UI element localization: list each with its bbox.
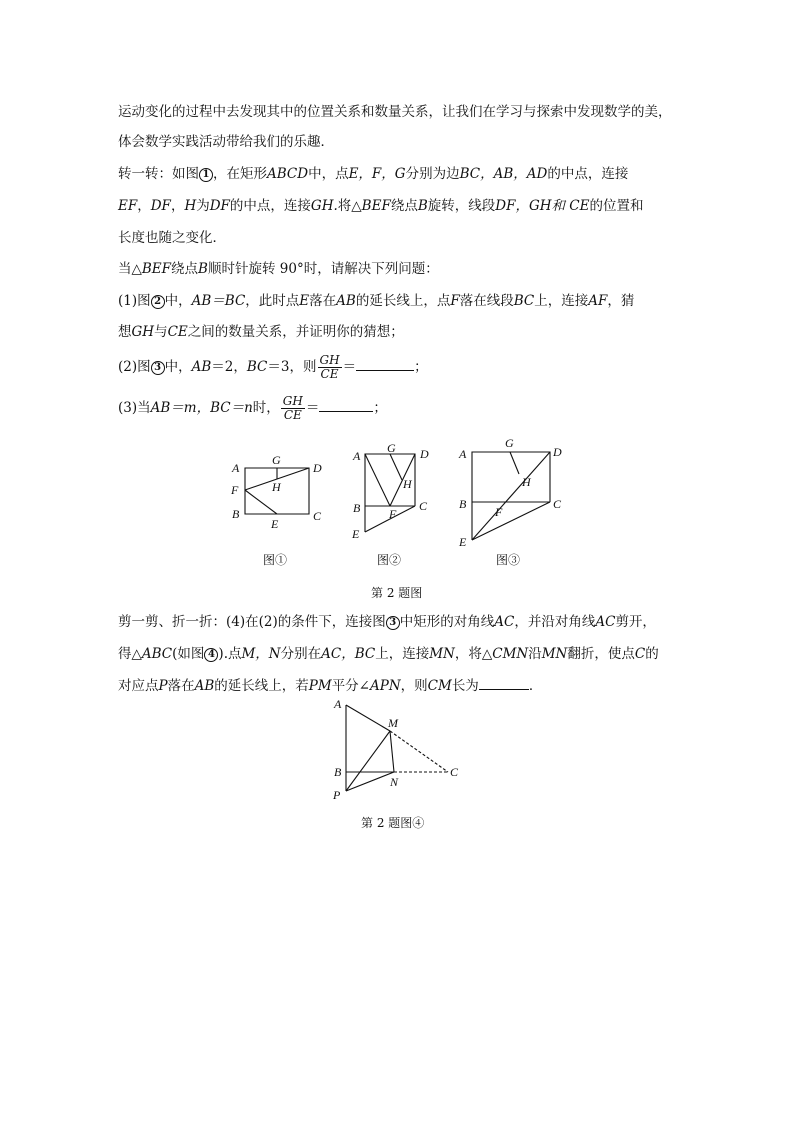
point-label: E xyxy=(459,535,467,549)
text-run: 运动变化的过程中去发现其中的位置关系和数量关系，让我们在学习与探索中发现数学的美， xyxy=(118,104,672,120)
text-run: 中， xyxy=(164,293,192,309)
text-run: 体会数学实践活动带给我们的乐趣． xyxy=(118,134,334,150)
text-run: 落在 xyxy=(309,293,337,309)
point-label: D xyxy=(553,445,562,459)
point-label: N xyxy=(390,775,399,789)
math-variable: CMN xyxy=(492,646,529,662)
text-run: CE xyxy=(283,408,302,422)
point-label: A xyxy=(353,449,361,463)
math-variable: H xyxy=(184,198,197,214)
text-run: ，并沿对角线 xyxy=(514,614,596,630)
text-line-3 xyxy=(118,164,628,184)
text-run: (1)图 xyxy=(118,293,151,309)
circled-number-2: 2 xyxy=(151,295,165,309)
text-run: ，猜 xyxy=(607,293,635,309)
math-variable: B xyxy=(417,198,428,214)
text-run: 旋转，线段 xyxy=(427,198,496,214)
text-line-4 xyxy=(118,196,643,216)
math-variable: BC xyxy=(513,293,535,309)
text-run: 的中点，连接 xyxy=(229,198,311,214)
math-variable: C xyxy=(634,646,646,662)
text-run: 分别在 xyxy=(280,646,322,662)
text-run: 将△ xyxy=(337,198,362,214)
math-variable: AB＝m，BC＝n xyxy=(150,400,253,416)
caption-fig-3: 图③ xyxy=(496,553,521,567)
text-run: 中，点 xyxy=(308,166,349,182)
text-run: ， xyxy=(170,198,185,214)
point-label: F xyxy=(389,507,397,521)
figure-4 xyxy=(330,695,470,807)
math-variable: MN xyxy=(429,646,455,662)
math-variable: PM xyxy=(308,678,332,694)
text-run: 想 xyxy=(118,324,132,340)
math-variable: E，F，G xyxy=(348,166,406,182)
math-variable: APN xyxy=(370,678,401,694)
point-label: D xyxy=(313,461,322,475)
text-run: 翻折，使点 xyxy=(567,646,635,662)
text-run: 的延长线上，若 xyxy=(214,678,309,694)
text-line-1 xyxy=(118,102,672,122)
math-variable: ABC xyxy=(141,646,173,662)
text-line-7 xyxy=(118,291,634,311)
text-run: 剪开， xyxy=(615,614,656,630)
math-variable: BEF xyxy=(141,261,172,277)
point-label: P xyxy=(333,788,341,802)
text-line-12 xyxy=(118,644,659,664)
text-run: (如图 xyxy=(172,646,205,662)
text-run: GH xyxy=(282,394,303,408)
text-run: 的位置和 xyxy=(589,198,644,214)
text-run: 落在线段 xyxy=(459,293,514,309)
text-run: 得△ xyxy=(118,646,142,662)
caption-figure-group: 第 2 题图 xyxy=(371,586,423,600)
math-variable: AC xyxy=(494,614,515,630)
text-run: 的延长线上，点 xyxy=(355,293,451,309)
point-label: C xyxy=(553,497,562,511)
text-run: 长为 xyxy=(451,678,479,694)
point-label: A xyxy=(459,447,467,461)
segment-mn xyxy=(390,731,394,772)
point-label: G xyxy=(272,453,281,467)
math-variable: ABCD xyxy=(267,166,309,182)
circled-number-3: 3 xyxy=(151,361,165,375)
point-label: A xyxy=(334,697,342,711)
text-line-10 xyxy=(118,394,387,422)
text-run: 之间的数量关系，并证明你的猜想； xyxy=(187,324,404,340)
figure-3 xyxy=(455,436,570,548)
math-variable: GH. xyxy=(310,198,338,214)
point-label: F xyxy=(231,483,239,497)
math-variable: BEF xyxy=(361,198,391,214)
point-label: H xyxy=(403,477,412,491)
text-run: 绕点 xyxy=(171,261,199,277)
answer-blank-3[interactable] xyxy=(319,411,373,412)
math-variable: M，N xyxy=(241,646,281,662)
text-line-11 xyxy=(118,612,656,632)
text-run: 的中点，连接 xyxy=(547,166,629,182)
point-label: E xyxy=(271,517,279,531)
text-run: ).点 xyxy=(218,646,242,662)
math-variable: AB xyxy=(191,359,212,375)
circled-number-4: 4 xyxy=(204,648,218,662)
text-run: 为 xyxy=(196,198,210,214)
math-variable: BC，AB，AD xyxy=(459,166,548,182)
text-run: 落在 xyxy=(167,678,195,694)
text-run: ． xyxy=(528,678,543,694)
point-label: H xyxy=(522,475,531,489)
point-label: G xyxy=(387,441,396,455)
text-line-6 xyxy=(118,259,439,279)
math-variable: EF xyxy=(118,198,138,214)
text-run: ，将△ xyxy=(454,646,493,662)
point-label: C xyxy=(419,499,428,513)
point-label: D xyxy=(420,447,429,461)
text-run: 绕点 xyxy=(390,198,418,214)
text-run: ，此时点 xyxy=(245,293,300,309)
text-run: 中， xyxy=(164,359,192,375)
text-run: 长度也随之变化． xyxy=(118,230,226,246)
text-run: 时， xyxy=(252,400,280,416)
math-variable: AF xyxy=(588,293,608,309)
figure-2 xyxy=(345,440,435,545)
math-variable: AB＝BC xyxy=(191,293,246,309)
point-label: B xyxy=(334,765,342,779)
text-run: 剪一剪、折一折：(4)在(2)的条件下，连接图 xyxy=(118,614,386,630)
math-variable: B xyxy=(198,261,208,277)
math-variable: AC，BC xyxy=(321,646,376,662)
circled-number-1: 1 xyxy=(199,168,213,182)
text-run: ，则 xyxy=(400,678,428,694)
text-run: 上，连接 xyxy=(375,646,430,662)
answer-blank-4[interactable] xyxy=(479,689,529,690)
math-variable: GH xyxy=(131,324,155,340)
text-run: ＝ xyxy=(305,400,320,416)
text-run: 当△ xyxy=(118,261,142,277)
point-label: A xyxy=(232,461,240,475)
text-run: ＝3，则 xyxy=(267,359,317,375)
text-run: GH xyxy=(319,353,340,367)
text-line-13 xyxy=(118,676,542,696)
fraction-gh-ce-2 xyxy=(281,395,305,422)
math-variable: 和 CE xyxy=(551,198,590,214)
text-run: ， xyxy=(137,198,151,214)
point-label: G xyxy=(505,436,514,450)
caption-fig-1: 图① xyxy=(263,553,288,567)
segment-gh xyxy=(510,452,519,474)
point-label: B xyxy=(459,497,467,511)
text-run: 与 xyxy=(154,324,168,340)
math-variable: CM xyxy=(427,678,452,694)
segment-ed xyxy=(472,452,550,540)
text-run: 中矩形的对角线 xyxy=(399,614,495,630)
math-variable: AB xyxy=(194,678,215,694)
caption-fig-2: 图② xyxy=(377,553,402,567)
math-variable: F xyxy=(450,293,460,309)
math-variable: AC xyxy=(595,614,616,630)
text-run: ； xyxy=(373,400,387,416)
segment-ec xyxy=(472,502,550,540)
text-run: 沿 xyxy=(528,646,542,662)
text-run: ，在矩形 xyxy=(213,166,267,182)
text-run: 对应点 xyxy=(118,678,159,694)
rectangle-abcd xyxy=(472,452,550,502)
text-run: ＝ xyxy=(342,359,357,375)
text-line-2 xyxy=(118,132,334,152)
circled-number-3b: 3 xyxy=(386,616,400,630)
point-label: B xyxy=(353,501,361,515)
text-run: 顺时针旋转 90°时，请解决下列问题： xyxy=(207,261,439,277)
math-variable: AB xyxy=(336,293,356,309)
segment-am xyxy=(346,705,390,731)
math-variable: DF，GH xyxy=(495,198,552,214)
text-run: 平分∠ xyxy=(331,678,370,694)
point-label: M xyxy=(388,716,398,730)
point-label: C xyxy=(313,509,322,523)
text-run: (3)当 xyxy=(118,400,151,416)
point-label: B xyxy=(232,507,240,521)
text-run: CE xyxy=(320,367,339,381)
segment-gh xyxy=(390,454,402,480)
point-label: E xyxy=(352,527,360,541)
text-run: ＝2， xyxy=(211,359,247,375)
point-label: F xyxy=(495,505,503,519)
segment-mc-dashed xyxy=(390,731,448,772)
figure-1 xyxy=(228,452,328,532)
math-variable: E xyxy=(299,293,310,309)
caption-fig-4: 第 2 题图④ xyxy=(361,816,425,830)
text-run: (2)图 xyxy=(118,359,151,375)
text-run: ； xyxy=(414,359,428,375)
text-run: 转一转：如图 xyxy=(118,166,199,182)
math-variable: DF xyxy=(209,198,230,214)
text-run: 的 xyxy=(645,646,659,662)
math-variable: P xyxy=(158,678,168,694)
segment-af xyxy=(365,454,390,506)
text-line-9 xyxy=(118,353,428,381)
text-line-5 xyxy=(118,228,226,248)
fraction-gh-ce xyxy=(318,354,342,381)
answer-blank-2[interactable] xyxy=(356,370,414,371)
text-run: 分别为边 xyxy=(405,166,460,182)
point-label: H xyxy=(272,480,281,494)
math-variable: BC xyxy=(246,359,268,375)
math-variable: MN xyxy=(541,646,568,662)
text-run: 上，连接 xyxy=(534,293,589,309)
text-line-8 xyxy=(118,322,404,342)
math-variable: CE xyxy=(167,324,188,340)
point-label: C xyxy=(450,765,459,779)
math-variable: DF xyxy=(150,198,171,214)
